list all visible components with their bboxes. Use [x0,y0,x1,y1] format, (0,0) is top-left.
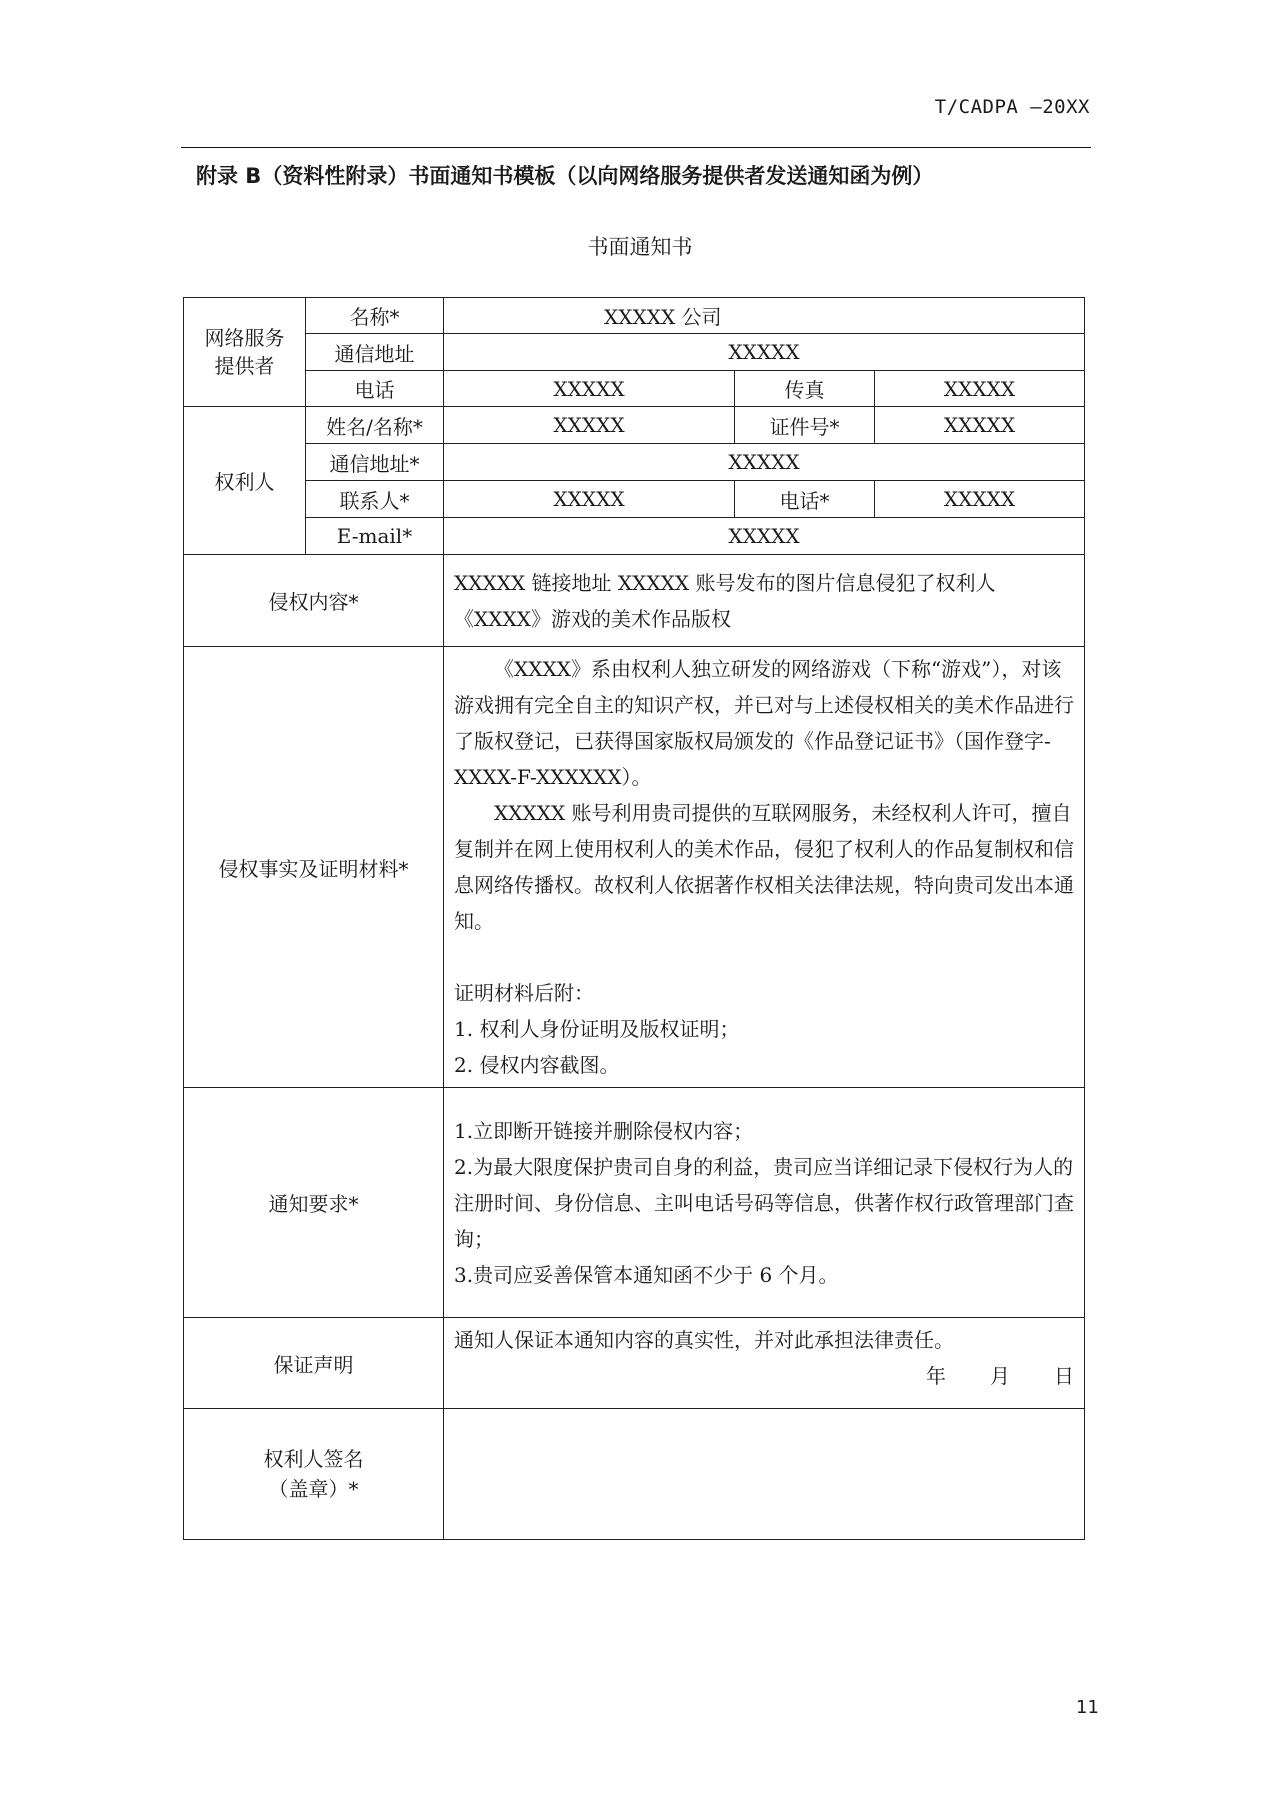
rights-holder-address-label: 通信地址* [306,444,444,481]
facts-cell [444,647,1085,1088]
appendix-title: 附录 B（资料性附录）书面通知书模板（以向网络服务提供者发送通知函为例） [196,164,934,188]
rights-holder-email-value: XXXXX [444,518,1085,555]
rights-holder-id-value: XXXXX [875,407,1085,444]
notice-form-table [183,297,1085,1540]
guarantee-cell [444,1318,1085,1409]
spacer [454,939,1074,975]
provider-fax-value: XXXXX [875,371,1085,407]
rights-holder-address-value: XXXXX [444,444,1085,481]
infringing-content-label: 侵权内容* [184,555,444,647]
provider-group-label: 网络服务提供者 [184,298,306,407]
requirements-label: 通知要求* [184,1088,444,1318]
standard-code: T/CADPA —20XX [934,96,1090,118]
provider-fax-label: 传真 [735,371,875,407]
provider-address-value: XXXXX [444,334,1085,371]
page-number: 11 [1076,1697,1099,1718]
rights-holder-contact-label: 联系人* [306,481,444,518]
facts-paragraph-1: 《XXXX》系由权利人独立研发的网络游戏（下称“游戏”），对该游戏拥有完全自主的知识产权，并已对与上述侵权相关的美术作品进行了版权登记，已获得国家版权局颁发的《作品登记证书》（国作登字-XXXX-F-XXXXXX）。 [454,657,1074,789]
date-day: 日 [1054,1364,1075,1388]
provider-phone-value: XXXXX [444,371,735,407]
document-title: 书面通知书 [587,235,693,259]
rights-holder-id-label: 证件号* [735,407,875,444]
date-year: 年 [926,1364,947,1388]
infringing-content-text: XXXXX 链接地址 XXXXX 账号发布的图片信息侵犯了权利人《XXXX》游戏的美术作品版权 [444,555,1085,647]
rights-holder-contact-value: XXXXX [444,481,735,518]
signature-area[interactable] [444,1409,1085,1540]
date-month: 月 [990,1364,1011,1388]
guarantee-text: 通知人保证本通知内容的真实性，并对此承担法律责任。 [454,1328,954,1352]
rights-holder-phone-label: 电话* [735,481,875,518]
signature-label-line-1: 权利人签名 [263,1447,364,1471]
requirement-item-3: 3.贵司应妥善保管本通知函不少于 6 个月。 [454,1262,839,1287]
rights-holder-phone-value: XXXXX [875,481,1085,518]
provider-address-label: 通信地址 [306,334,444,371]
facts-paragraph-2: XXXXX 账号利用贵司提供的互联网服务，未经权利人许可，擅自复制并在网上使用权利人的美术作品，侵犯了权利人的作品复制权和信息网络传播权。故权利人依据著作权相关法律法规，特向贵司发出本通知。 [454,801,1074,933]
attachment-item-2: 2. 侵权内容截图。 [454,1053,620,1077]
attachment-item-1: 1. 权利人身份证明及版权证明； [454,1017,740,1041]
signature-label-line-2: （盖章）* [268,1477,359,1501]
facts-label: 侵权事实及证明材料* [184,647,444,1088]
rights-holder-group-label: 权利人 [184,407,306,555]
provider-phone-label: 电话 [306,371,444,407]
rights-holder-name-value: XXXXX [444,407,735,444]
requirements-cell [444,1088,1085,1318]
signature-label [184,1409,444,1540]
attachments-heading: 证明材料后附： [454,981,594,1005]
requirement-item-1: 1.立即断开链接并删除侵权内容； [454,1118,754,1143]
guarantee-label: 保证声明 [184,1318,444,1409]
provider-name-value: XXXXX 公司 [444,298,1085,334]
date-line [454,1358,1074,1394]
requirement-item-2: 2.为最大限度保护贵司自身的利益，贵司应当详细记录下侵权行为人的注册时间、身份信息、主叫电话号码等信息，供著作权行政管理部门查询； [454,1154,1074,1251]
header-rule [181,147,1091,148]
provider-name-label: 名称* [306,298,444,334]
rights-holder-name-label: 姓名/名称* [306,407,444,444]
rights-holder-email-label: E-mail* [306,518,444,555]
